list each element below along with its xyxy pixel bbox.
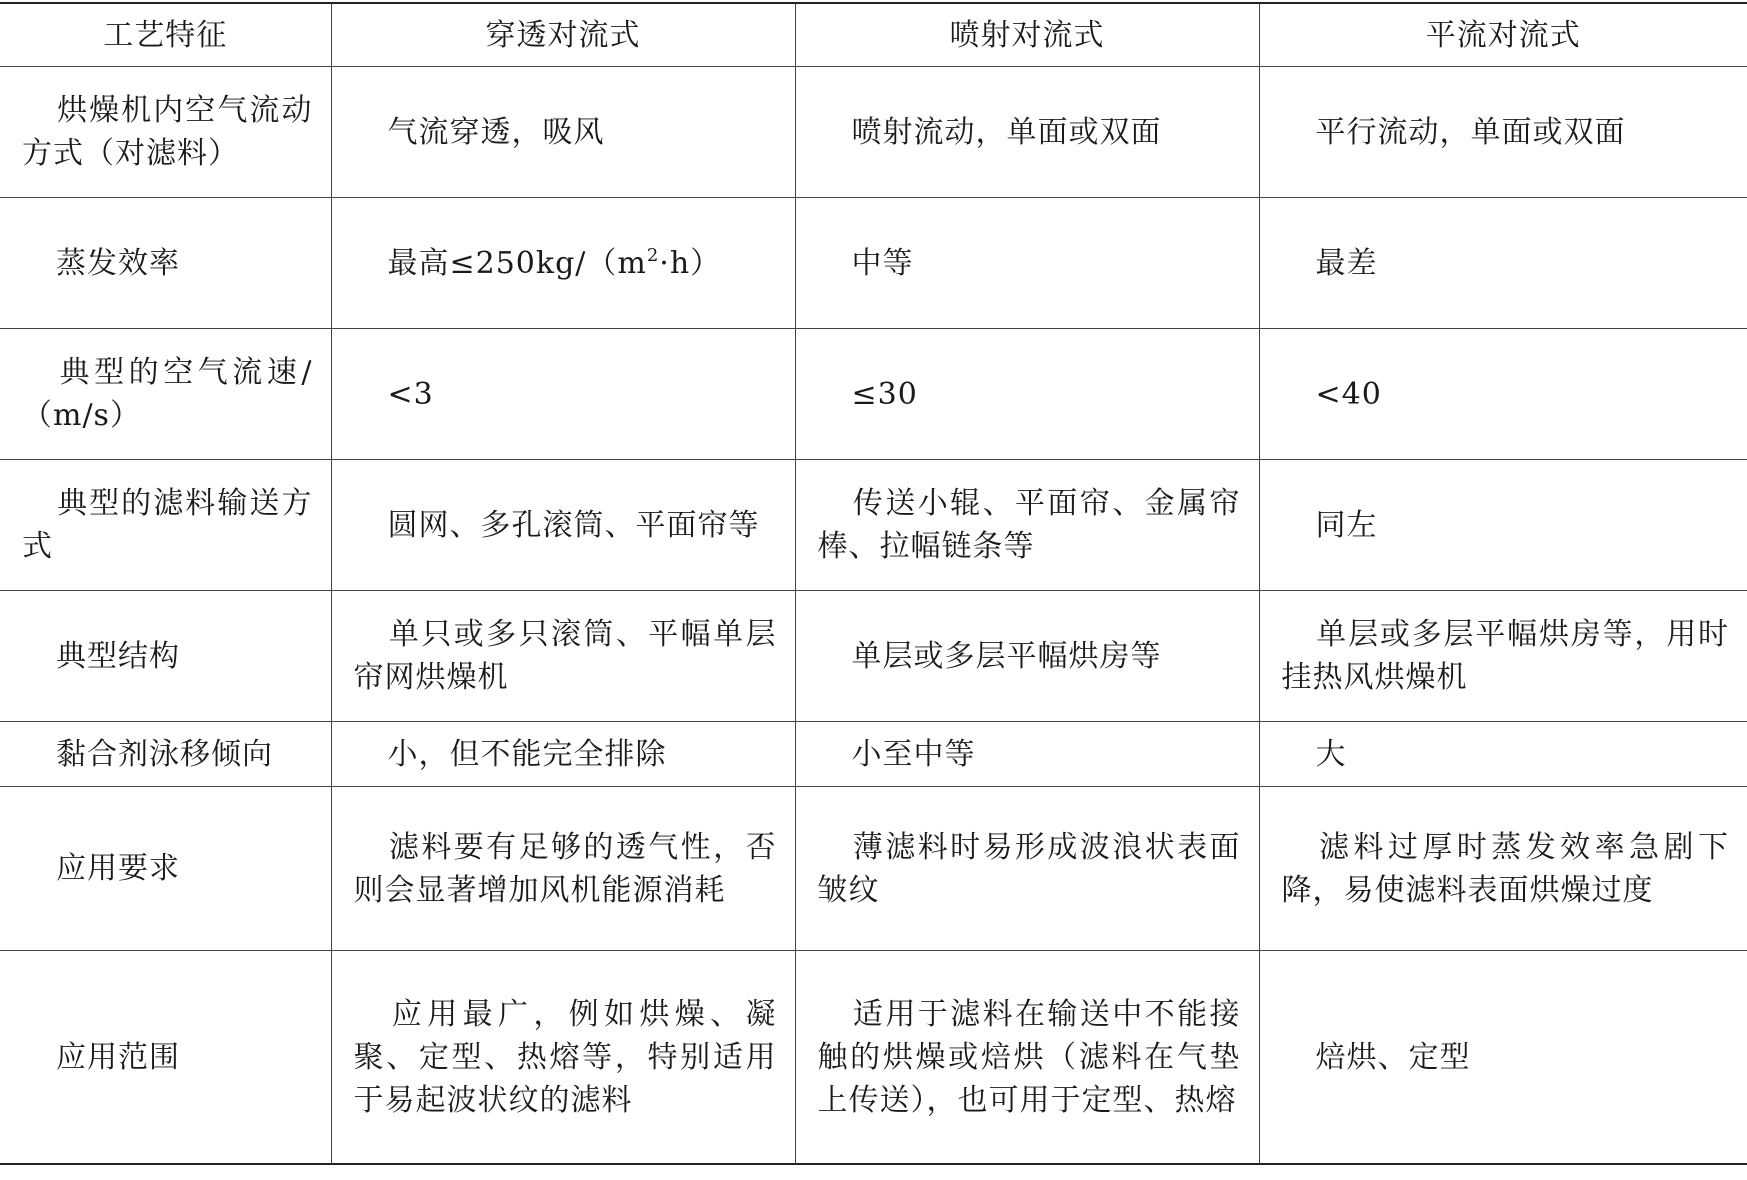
table-cell: 应用最广，例如烘燥、凝聚、定型、热熔等，特别适用于易起波状纹的滤料 <box>331 951 795 1165</box>
table-row <box>0 591 1747 722</box>
table-row <box>0 67 1747 198</box>
table-cell: 小，但不能完全排除 <box>331 722 795 787</box>
table-row <box>0 329 1747 460</box>
table-cell: 大 <box>1259 722 1747 787</box>
table-row <box>0 951 1747 1165</box>
table-cell: 适用于滤料在输送中不能接触的烘燥或焙烘（滤料在气垫上传送），也可用于定型、热熔 <box>795 951 1259 1165</box>
table-cell: 滤料要有足够的透气性，否则会显著增加风机能源消耗 <box>331 787 795 951</box>
row-label-cell: 蒸发效率 <box>0 198 331 329</box>
table-cell: 单层或多层平幅烘房等，用时挂热风烘燥机 <box>1259 591 1747 722</box>
table-cell: 薄滤料时易形成波浪状表面皱纹 <box>795 787 1259 951</box>
row-label-cell: 应用要求 <box>0 787 331 951</box>
header-cell-feature: 工艺特征 <box>0 3 331 67</box>
table-cell: ≤30 <box>795 329 1259 460</box>
table-row <box>0 722 1747 787</box>
table-row <box>0 460 1747 591</box>
table-cell: 最差 <box>1259 198 1747 329</box>
comparison-table <box>0 2 1747 1165</box>
header-cell-jet-flow: 喷射对流式 <box>795 3 1259 67</box>
header-cell-parallel-flow: 平流对流式 <box>1259 3 1747 67</box>
row-label-cell <box>0 67 331 198</box>
table-row <box>0 787 1747 951</box>
row-label-cell: 典型的空气流速/（m/s） <box>0 329 331 460</box>
table-cell: 同左 <box>1259 460 1747 591</box>
table-cell: 中等 <box>795 198 1259 329</box>
table-cell: 喷射流动，单面或双面 <box>795 67 1259 198</box>
table-cell: 滤料过厚时蒸发效率急剧下降，易使滤料表面烘燥过度 <box>1259 787 1747 951</box>
row-label-cell: 应用范围 <box>0 951 331 1165</box>
table-cell: 焙烘、定型 <box>1259 951 1747 1165</box>
table-cell: 单层或多层平幅烘房等 <box>795 591 1259 722</box>
table-cell: <40 <box>1259 329 1747 460</box>
superscript: 2 <box>646 244 660 266</box>
table-cell: 传送小辊、平面帘、金属帘棒、拉幅链条等 <box>795 460 1259 591</box>
row-label-cell: 典型结构 <box>0 591 331 722</box>
table-row <box>0 198 1747 329</box>
table-header-row <box>0 3 1747 67</box>
row-label-cell: 黏合剂泳移倾向 <box>0 722 331 787</box>
table-cell: 单只或多只滚筒、平幅单层帘网烘燥机 <box>331 591 795 722</box>
row-label: 烘燥机内空气流动方式（对滤料） <box>22 93 313 171</box>
table-cell: 小至中等 <box>795 722 1259 787</box>
table-cell: <3 <box>331 329 795 460</box>
table-cell: 最高$\le 250kg/(m^2\cdot h)$ <box>331 198 795 329</box>
table-cell: 气流穿透，吸风 <box>331 67 795 198</box>
header-cell-through-flow: 穿透对流式 <box>331 3 795 67</box>
table-cell: 平行流动，单面或双面 <box>1259 67 1747 198</box>
table-cell: 圆网、多孔滚筒、平面帘等 <box>331 460 795 591</box>
row-label-cell: 典型的滤料输送方式 <box>0 460 331 591</box>
